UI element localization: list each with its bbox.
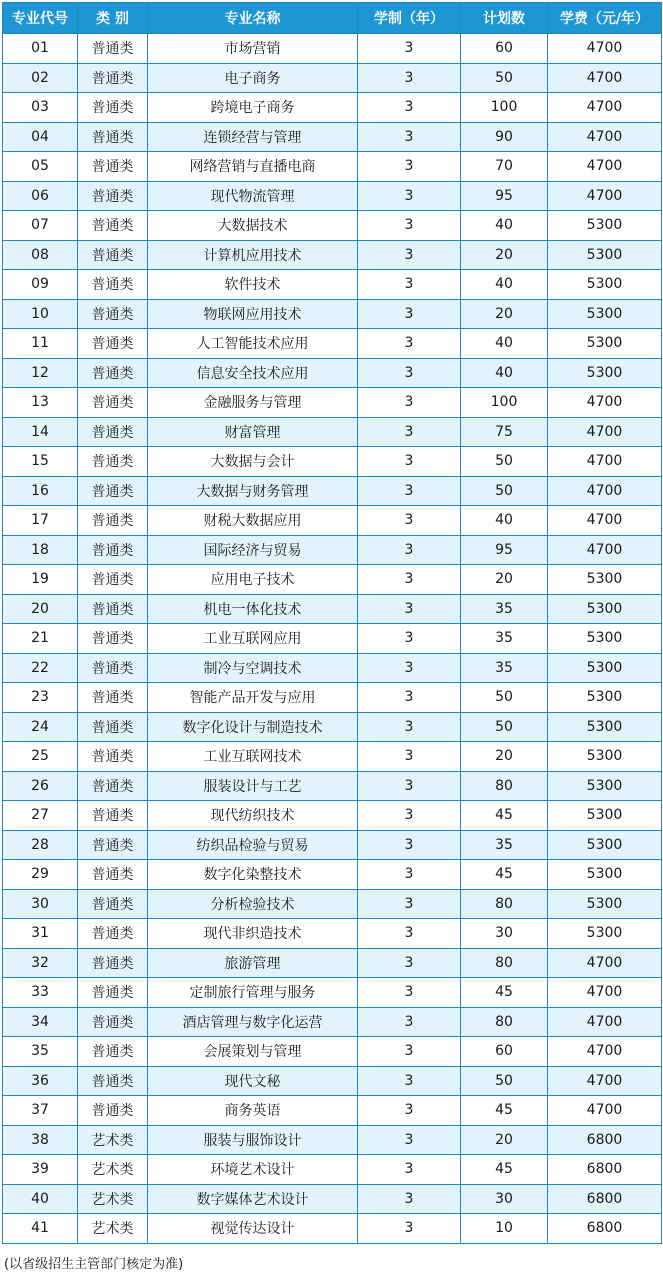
cell-major-code: 11 bbox=[3, 329, 78, 359]
cell-category: 普通类 bbox=[78, 270, 148, 300]
table-row bbox=[3, 34, 662, 64]
cell-major-name: 纺织品检验与贸易 bbox=[148, 830, 358, 860]
cell-category: 普通类 bbox=[78, 358, 148, 388]
cell-major-name: 工业互联网应用 bbox=[148, 624, 358, 654]
cell-major-code: 28 bbox=[3, 830, 78, 860]
cell-plan-count: 20 bbox=[461, 742, 548, 772]
cell-plan-count: 40 bbox=[461, 211, 548, 241]
cell-tuition: 5300 bbox=[548, 860, 662, 890]
cell-tuition: 4700 bbox=[548, 388, 662, 418]
table-row bbox=[3, 181, 662, 211]
cell-tuition: 4700 bbox=[548, 152, 662, 182]
cell-major-name: 现代物流管理 bbox=[148, 181, 358, 211]
cell-tuition: 5300 bbox=[548, 358, 662, 388]
cell-category: 普通类 bbox=[78, 889, 148, 919]
cell-category: 普通类 bbox=[78, 683, 148, 713]
cell-tuition: 6800 bbox=[548, 1184, 662, 1214]
cell-major-name: 应用电子技术 bbox=[148, 565, 358, 595]
cell-duration: 3 bbox=[358, 565, 461, 595]
cell-category: 普通类 bbox=[78, 34, 148, 64]
cell-major-code: 03 bbox=[3, 93, 78, 123]
table-row bbox=[3, 63, 662, 93]
cell-major-code: 08 bbox=[3, 240, 78, 270]
cell-major-code: 16 bbox=[3, 476, 78, 506]
cell-major-code: 17 bbox=[3, 506, 78, 536]
cell-major-code: 30 bbox=[3, 889, 78, 919]
cell-major-name: 视觉传达设计 bbox=[148, 1214, 358, 1244]
table-row bbox=[3, 299, 662, 329]
table-row bbox=[3, 388, 662, 418]
cell-duration: 3 bbox=[358, 653, 461, 683]
table-row bbox=[3, 93, 662, 123]
header-plan-count: 计划数 bbox=[461, 3, 548, 34]
cell-duration: 3 bbox=[358, 771, 461, 801]
table-row bbox=[3, 712, 662, 742]
cell-duration: 3 bbox=[358, 948, 461, 978]
cell-plan-count: 30 bbox=[461, 919, 548, 949]
cell-plan-count: 80 bbox=[461, 1007, 548, 1037]
table-row bbox=[3, 1155, 662, 1185]
cell-category: 普通类 bbox=[78, 594, 148, 624]
cell-major-code: 35 bbox=[3, 1037, 78, 1067]
header-major-name: 专业名称 bbox=[148, 3, 358, 34]
cell-tuition: 4700 bbox=[548, 63, 662, 93]
cell-tuition: 5300 bbox=[548, 889, 662, 919]
cell-major-code: 34 bbox=[3, 1007, 78, 1037]
cell-duration: 3 bbox=[358, 476, 461, 506]
cell-plan-count: 60 bbox=[461, 1037, 548, 1067]
table-row bbox=[3, 683, 662, 713]
cell-category: 艺术类 bbox=[78, 1184, 148, 1214]
cell-major-code: 19 bbox=[3, 565, 78, 595]
cell-plan-count: 75 bbox=[461, 417, 548, 447]
cell-major-code: 09 bbox=[3, 270, 78, 300]
cell-major-code: 33 bbox=[3, 978, 78, 1008]
cell-duration: 3 bbox=[358, 1007, 461, 1037]
table-row bbox=[3, 889, 662, 919]
cell-category: 普通类 bbox=[78, 329, 148, 359]
header-duration: 学制（年） bbox=[358, 3, 461, 34]
cell-category: 普通类 bbox=[78, 181, 148, 211]
cell-major-name: 大数据与财务管理 bbox=[148, 476, 358, 506]
cell-category: 普通类 bbox=[78, 742, 148, 772]
cell-major-name: 旅游管理 bbox=[148, 948, 358, 978]
table-row bbox=[3, 801, 662, 831]
cell-plan-count: 90 bbox=[461, 122, 548, 152]
cell-major-code: 07 bbox=[3, 211, 78, 241]
cell-tuition: 4700 bbox=[548, 476, 662, 506]
cell-tuition: 5300 bbox=[548, 211, 662, 241]
cell-category: 普通类 bbox=[78, 919, 148, 949]
cell-tuition: 4700 bbox=[548, 948, 662, 978]
cell-category: 普通类 bbox=[78, 476, 148, 506]
cell-major-code: 31 bbox=[3, 919, 78, 949]
cell-tuition: 5300 bbox=[548, 594, 662, 624]
cell-tuition: 6800 bbox=[548, 1214, 662, 1244]
table-row bbox=[3, 1007, 662, 1037]
cell-duration: 3 bbox=[358, 1096, 461, 1126]
table-row bbox=[3, 771, 662, 801]
cell-category: 普通类 bbox=[78, 1037, 148, 1067]
cell-category: 普通类 bbox=[78, 447, 148, 477]
table-row bbox=[3, 653, 662, 683]
cell-category: 普通类 bbox=[78, 506, 148, 536]
cell-major-name: 电子商务 bbox=[148, 63, 358, 93]
table-header bbox=[3, 3, 662, 34]
cell-category: 艺术类 bbox=[78, 1125, 148, 1155]
table-row bbox=[3, 594, 662, 624]
cell-major-code: 38 bbox=[3, 1125, 78, 1155]
cell-plan-count: 35 bbox=[461, 830, 548, 860]
cell-plan-count: 100 bbox=[461, 388, 548, 418]
cell-duration: 3 bbox=[358, 34, 461, 64]
cell-category: 普通类 bbox=[78, 211, 148, 241]
cell-plan-count: 50 bbox=[461, 476, 548, 506]
cell-duration: 3 bbox=[358, 712, 461, 742]
cell-duration: 3 bbox=[358, 1155, 461, 1185]
footnote: (以省级招生主管部门核定为准) bbox=[4, 1257, 184, 1272]
cell-major-name: 软件技术 bbox=[148, 270, 358, 300]
cell-major-name: 机电一体化技术 bbox=[148, 594, 358, 624]
cell-plan-count: 10 bbox=[461, 1214, 548, 1244]
cell-plan-count: 45 bbox=[461, 801, 548, 831]
cell-plan-count: 20 bbox=[461, 565, 548, 595]
cell-category: 普通类 bbox=[78, 299, 148, 329]
cell-plan-count: 45 bbox=[461, 978, 548, 1008]
cell-major-name: 跨境电子商务 bbox=[148, 93, 358, 123]
cell-major-code: 26 bbox=[3, 771, 78, 801]
cell-plan-count: 20 bbox=[461, 1125, 548, 1155]
cell-plan-count: 50 bbox=[461, 712, 548, 742]
cell-tuition: 5300 bbox=[548, 683, 662, 713]
cell-plan-count: 80 bbox=[461, 771, 548, 801]
cell-major-name: 酒店管理与数字化运营 bbox=[148, 1007, 358, 1037]
table-row bbox=[3, 417, 662, 447]
header-row bbox=[3, 3, 662, 34]
table-row bbox=[3, 122, 662, 152]
cell-duration: 3 bbox=[358, 860, 461, 890]
cell-category: 普通类 bbox=[78, 63, 148, 93]
cell-major-name: 智能产品开发与应用 bbox=[148, 683, 358, 713]
cell-major-code: 41 bbox=[3, 1214, 78, 1244]
cell-duration: 3 bbox=[358, 594, 461, 624]
cell-tuition: 4700 bbox=[548, 1007, 662, 1037]
cell-major-code: 25 bbox=[3, 742, 78, 772]
cell-tuition: 4700 bbox=[548, 93, 662, 123]
admissions-table bbox=[2, 2, 662, 1244]
cell-duration: 3 bbox=[358, 211, 461, 241]
cell-major-name: 市场营销 bbox=[148, 34, 358, 64]
cell-category: 普通类 bbox=[78, 653, 148, 683]
cell-plan-count: 45 bbox=[461, 1155, 548, 1185]
table-row bbox=[3, 1096, 662, 1126]
cell-major-code: 39 bbox=[3, 1155, 78, 1185]
cell-plan-count: 40 bbox=[461, 506, 548, 536]
cell-tuition: 5300 bbox=[548, 801, 662, 831]
cell-tuition: 4700 bbox=[548, 535, 662, 565]
table-row bbox=[3, 270, 662, 300]
cell-major-code: 29 bbox=[3, 860, 78, 890]
cell-tuition: 5300 bbox=[548, 771, 662, 801]
cell-major-name: 连锁经营与管理 bbox=[148, 122, 358, 152]
table-row bbox=[3, 506, 662, 536]
header-major-code: 专业代号 bbox=[3, 3, 78, 34]
cell-major-code: 21 bbox=[3, 624, 78, 654]
cell-duration: 3 bbox=[358, 830, 461, 860]
cell-tuition: 4700 bbox=[548, 1066, 662, 1096]
cell-major-name: 金融服务与管理 bbox=[148, 388, 358, 418]
cell-tuition: 4700 bbox=[548, 978, 662, 1008]
cell-duration: 3 bbox=[358, 506, 461, 536]
cell-plan-count: 80 bbox=[461, 948, 548, 978]
cell-duration: 3 bbox=[358, 270, 461, 300]
cell-tuition: 4700 bbox=[548, 34, 662, 64]
cell-tuition: 5300 bbox=[548, 624, 662, 654]
cell-major-code: 20 bbox=[3, 594, 78, 624]
table-row bbox=[3, 535, 662, 565]
cell-duration: 3 bbox=[358, 417, 461, 447]
cell-major-code: 05 bbox=[3, 152, 78, 182]
cell-major-name: 现代纺织技术 bbox=[148, 801, 358, 831]
cell-tuition: 5300 bbox=[548, 919, 662, 949]
cell-major-code: 04 bbox=[3, 122, 78, 152]
header-category: 类 别 bbox=[78, 3, 148, 34]
cell-duration: 3 bbox=[358, 919, 461, 949]
cell-category: 普通类 bbox=[78, 1007, 148, 1037]
cell-duration: 3 bbox=[358, 388, 461, 418]
cell-major-name: 商务英语 bbox=[148, 1096, 358, 1126]
cell-category: 普通类 bbox=[78, 830, 148, 860]
cell-tuition: 4700 bbox=[548, 447, 662, 477]
cell-major-name: 分析检验技术 bbox=[148, 889, 358, 919]
cell-major-code: 40 bbox=[3, 1184, 78, 1214]
cell-major-code: 18 bbox=[3, 535, 78, 565]
cell-major-name: 物联网应用技术 bbox=[148, 299, 358, 329]
cell-category: 普通类 bbox=[78, 948, 148, 978]
cell-major-name: 数字媒体艺术设计 bbox=[148, 1184, 358, 1214]
cell-tuition: 5300 bbox=[548, 830, 662, 860]
cell-category: 普通类 bbox=[78, 535, 148, 565]
cell-plan-count: 60 bbox=[461, 34, 548, 64]
cell-plan-count: 35 bbox=[461, 594, 548, 624]
cell-duration: 3 bbox=[358, 240, 461, 270]
table-row bbox=[3, 565, 662, 595]
cell-category: 艺术类 bbox=[78, 1155, 148, 1185]
cell-plan-count: 40 bbox=[461, 270, 548, 300]
cell-plan-count: 80 bbox=[461, 889, 548, 919]
cell-major-name: 现代非织造技术 bbox=[148, 919, 358, 949]
cell-duration: 3 bbox=[358, 1184, 461, 1214]
cell-tuition: 4700 bbox=[548, 122, 662, 152]
cell-major-name: 服装设计与工艺 bbox=[148, 771, 358, 801]
cell-category: 普通类 bbox=[78, 152, 148, 182]
cell-category: 普通类 bbox=[78, 712, 148, 742]
cell-duration: 3 bbox=[358, 742, 461, 772]
cell-major-name: 财税大数据应用 bbox=[148, 506, 358, 536]
cell-plan-count: 30 bbox=[461, 1184, 548, 1214]
cell-major-name: 现代文秘 bbox=[148, 1066, 358, 1096]
cell-duration: 3 bbox=[358, 358, 461, 388]
cell-major-code: 37 bbox=[3, 1096, 78, 1126]
cell-major-name: 大数据与会计 bbox=[148, 447, 358, 477]
cell-duration: 3 bbox=[358, 624, 461, 654]
cell-category: 普通类 bbox=[78, 978, 148, 1008]
cell-plan-count: 95 bbox=[461, 535, 548, 565]
cell-plan-count: 50 bbox=[461, 1066, 548, 1096]
cell-duration: 3 bbox=[358, 1066, 461, 1096]
cell-duration: 3 bbox=[358, 152, 461, 182]
cell-major-code: 01 bbox=[3, 34, 78, 64]
cell-duration: 3 bbox=[358, 181, 461, 211]
cell-major-code: 24 bbox=[3, 712, 78, 742]
table-row bbox=[3, 1125, 662, 1155]
cell-major-name: 工业互联网技术 bbox=[148, 742, 358, 772]
cell-plan-count: 70 bbox=[461, 152, 548, 182]
cell-plan-count: 40 bbox=[461, 358, 548, 388]
cell-tuition: 5300 bbox=[548, 270, 662, 300]
cell-major-name: 信息安全技术应用 bbox=[148, 358, 358, 388]
cell-tuition: 4700 bbox=[548, 1096, 662, 1126]
cell-major-name: 会展策划与管理 bbox=[148, 1037, 358, 1067]
table-row bbox=[3, 919, 662, 949]
cell-major-name: 环境艺术设计 bbox=[148, 1155, 358, 1185]
cell-major-name: 网络营销与直播电商 bbox=[148, 152, 358, 182]
cell-duration: 3 bbox=[358, 889, 461, 919]
cell-duration: 3 bbox=[358, 93, 461, 123]
cell-major-code: 10 bbox=[3, 299, 78, 329]
cell-major-name: 数字化设计与制造技术 bbox=[148, 712, 358, 742]
table-row bbox=[3, 978, 662, 1008]
cell-tuition: 4700 bbox=[548, 181, 662, 211]
cell-plan-count: 50 bbox=[461, 63, 548, 93]
table-row bbox=[3, 240, 662, 270]
cell-duration: 3 bbox=[358, 63, 461, 93]
cell-tuition: 5300 bbox=[548, 240, 662, 270]
cell-category: 普通类 bbox=[78, 801, 148, 831]
cell-duration: 3 bbox=[358, 122, 461, 152]
cell-duration: 3 bbox=[358, 299, 461, 329]
cell-major-code: 14 bbox=[3, 417, 78, 447]
cell-tuition: 5300 bbox=[548, 742, 662, 772]
cell-plan-count: 35 bbox=[461, 653, 548, 683]
cell-category: 普通类 bbox=[78, 388, 148, 418]
cell-major-code: 27 bbox=[3, 801, 78, 831]
cell-plan-count: 100 bbox=[461, 93, 548, 123]
table-row bbox=[3, 1066, 662, 1096]
cell-major-name: 大数据技术 bbox=[148, 211, 358, 241]
cell-duration: 3 bbox=[358, 329, 461, 359]
cell-tuition: 5300 bbox=[548, 712, 662, 742]
cell-plan-count: 95 bbox=[461, 181, 548, 211]
cell-tuition: 4700 bbox=[548, 506, 662, 536]
cell-tuition: 6800 bbox=[548, 1155, 662, 1185]
cell-major-code: 06 bbox=[3, 181, 78, 211]
cell-plan-count: 50 bbox=[461, 447, 548, 477]
cell-tuition: 5300 bbox=[548, 329, 662, 359]
cell-duration: 3 bbox=[358, 683, 461, 713]
table-row bbox=[3, 211, 662, 241]
cell-major-name: 计算机应用技术 bbox=[148, 240, 358, 270]
cell-major-name: 财富管理 bbox=[148, 417, 358, 447]
cell-plan-count: 20 bbox=[461, 299, 548, 329]
cell-category: 艺术类 bbox=[78, 1214, 148, 1244]
cell-plan-count: 45 bbox=[461, 860, 548, 890]
cell-major-name: 服装与服饰设计 bbox=[148, 1125, 358, 1155]
cell-duration: 3 bbox=[358, 801, 461, 831]
table-row bbox=[3, 476, 662, 506]
table-row bbox=[3, 830, 662, 860]
cell-major-code: 32 bbox=[3, 948, 78, 978]
cell-major-code: 13 bbox=[3, 388, 78, 418]
cell-plan-count: 50 bbox=[461, 683, 548, 713]
cell-major-code: 23 bbox=[3, 683, 78, 713]
cell-plan-count: 40 bbox=[461, 329, 548, 359]
table-row bbox=[3, 152, 662, 182]
cell-category: 普通类 bbox=[78, 771, 148, 801]
cell-duration: 3 bbox=[358, 1125, 461, 1155]
cell-major-name: 数字化染整技术 bbox=[148, 860, 358, 890]
table-row bbox=[3, 742, 662, 772]
cell-category: 普通类 bbox=[78, 122, 148, 152]
table-row bbox=[3, 948, 662, 978]
cell-major-code: 36 bbox=[3, 1066, 78, 1096]
cell-duration: 3 bbox=[358, 1037, 461, 1067]
cell-tuition: 5300 bbox=[548, 299, 662, 329]
cell-tuition: 5300 bbox=[548, 565, 662, 595]
cell-category: 普通类 bbox=[78, 93, 148, 123]
cell-major-name: 国际经济与贸易 bbox=[148, 535, 358, 565]
table-row bbox=[3, 329, 662, 359]
cell-category: 普通类 bbox=[78, 624, 148, 654]
cell-category: 普通类 bbox=[78, 1096, 148, 1126]
cell-tuition: 4700 bbox=[548, 1037, 662, 1067]
cell-plan-count: 45 bbox=[461, 1096, 548, 1126]
cell-duration: 3 bbox=[358, 447, 461, 477]
table-row bbox=[3, 624, 662, 654]
cell-duration: 3 bbox=[358, 535, 461, 565]
table-row bbox=[3, 358, 662, 388]
cell-tuition: 6800 bbox=[548, 1125, 662, 1155]
cell-major-code: 22 bbox=[3, 653, 78, 683]
cell-tuition: 5300 bbox=[548, 653, 662, 683]
cell-duration: 3 bbox=[358, 1214, 461, 1244]
cell-plan-count: 35 bbox=[461, 624, 548, 654]
cell-tuition: 4700 bbox=[548, 417, 662, 447]
cell-major-code: 12 bbox=[3, 358, 78, 388]
cell-category: 普通类 bbox=[78, 417, 148, 447]
table-row bbox=[3, 1037, 662, 1067]
table-row bbox=[3, 860, 662, 890]
cell-category: 普通类 bbox=[78, 1066, 148, 1096]
cell-major-code: 15 bbox=[3, 447, 78, 477]
table-row bbox=[3, 1184, 662, 1214]
cell-duration: 3 bbox=[358, 978, 461, 1008]
cell-major-name: 人工智能技术应用 bbox=[148, 329, 358, 359]
cell-category: 普通类 bbox=[78, 860, 148, 890]
cell-major-name: 制冷与空调技术 bbox=[148, 653, 358, 683]
cell-major-code: 02 bbox=[3, 63, 78, 93]
table-row bbox=[3, 1214, 662, 1244]
table-row bbox=[3, 447, 662, 477]
cell-plan-count: 20 bbox=[461, 240, 548, 270]
header-tuition: 学费（元/年） bbox=[548, 3, 662, 34]
cell-major-name: 定制旅行管理与服务 bbox=[148, 978, 358, 1008]
cell-category: 普通类 bbox=[78, 240, 148, 270]
table-body bbox=[3, 34, 662, 1244]
cell-category: 普通类 bbox=[78, 565, 148, 595]
